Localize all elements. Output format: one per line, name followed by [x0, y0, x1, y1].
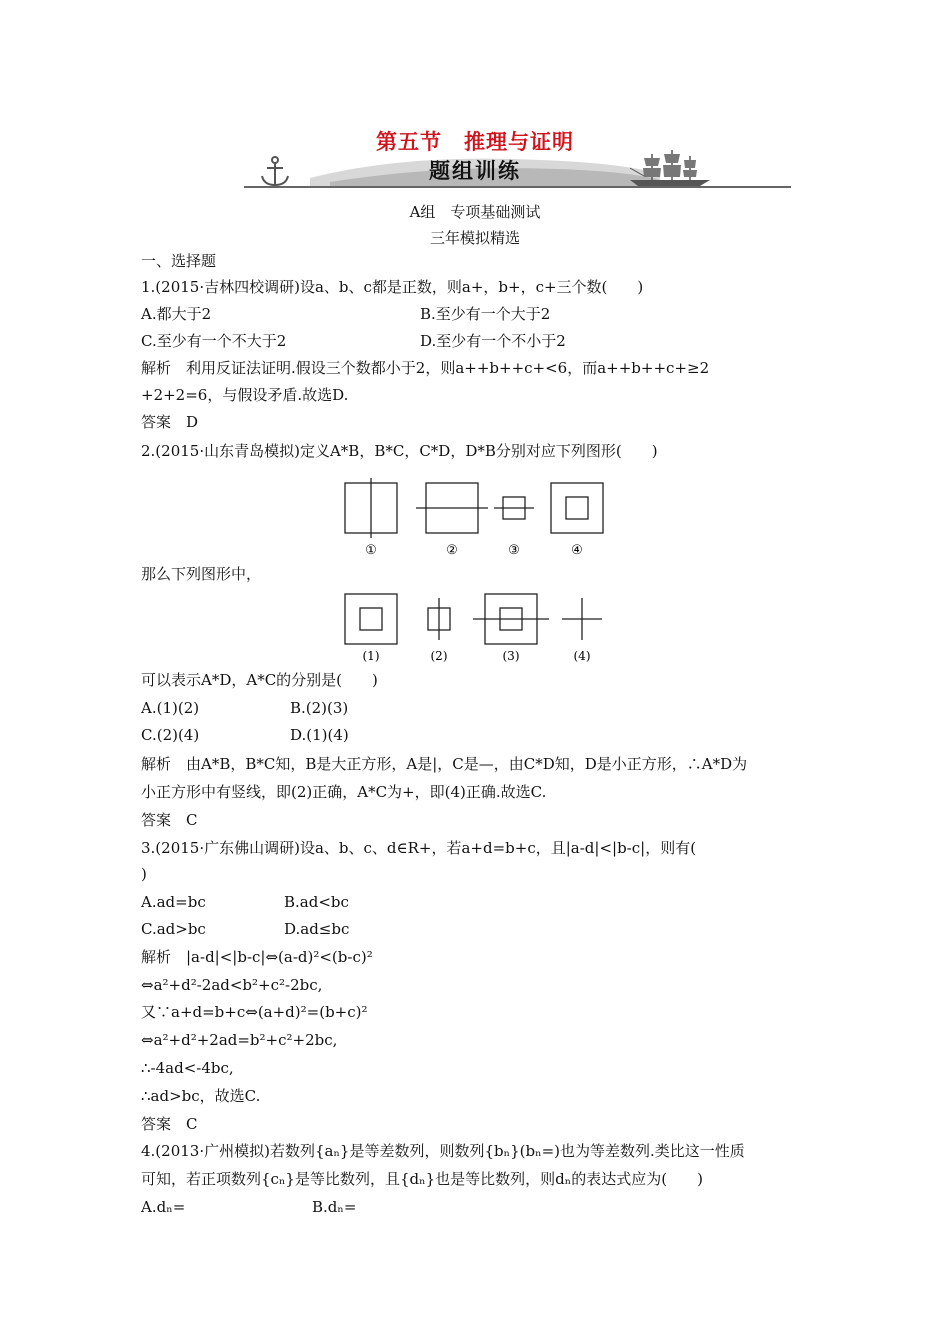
- q1-option-c: C.至少有一个不大于2: [141, 332, 287, 350]
- q2-option-d: D.(1)(4): [290, 726, 349, 744]
- q3-step-5: ∴-4ad<-4bc,: [141, 1059, 234, 1077]
- figure-3: [494, 497, 534, 519]
- q2-lead: 那么下列图形中，: [141, 565, 262, 583]
- fig2-label-4: (4): [573, 649, 591, 663]
- fig2-label-2: (2): [430, 649, 448, 663]
- q1-option-b: B.至少有一个大于2: [420, 305, 551, 323]
- q4-option-a: A.dₙ=: [141, 1198, 186, 1216]
- q3-option-b: B.ad<bc: [284, 893, 349, 911]
- section-title: 第五节 推理与证明: [376, 130, 574, 154]
- q2-question: 可以表示A*D，A*C的分别是( ): [141, 671, 378, 689]
- q3-option-d: D.ad≤bc: [284, 920, 350, 938]
- section-heading: 一、选择题: [141, 252, 217, 270]
- q1-analysis: 解析 利用反证法证明.假设三个数都小于2，则a++b++c+<6，而a++b++c+≥2: [141, 359, 710, 377]
- q2-definition-figures: [330, 478, 620, 560]
- figure-choice-4: [562, 598, 602, 640]
- figure-4: [551, 483, 603, 533]
- fig2-label-3: (3): [502, 649, 520, 663]
- q3-option-a: A.ad=bc: [141, 893, 206, 911]
- figure-1: [345, 478, 397, 538]
- q2-option-b: B.(2)(3): [290, 699, 349, 717]
- q1-option-a: A.都大于2: [141, 305, 212, 323]
- q2-answer: 答案 C: [141, 811, 198, 829]
- q3-option-c: C.ad>bc: [141, 920, 206, 938]
- q2-option-c: C.(2)(4): [141, 726, 200, 744]
- q3-step-2: ⇔a²+d²-2ad<b²+c²-2bc,: [141, 976, 323, 994]
- group-subheading: 三年模拟精选: [429, 229, 520, 247]
- q3-step-3: 又∵a+d=b+c⇔(a+d)²=(b+c)²: [141, 1003, 368, 1021]
- q3-stem: 3.(2015·广东佛山调研)设a、b、c、d∈R+，若a+d=b+c，且|a-d|<|b-c|，则有(: [141, 839, 697, 857]
- fig1-label-3: ③: [508, 543, 520, 558]
- section-subtitle: 题组训练: [429, 159, 521, 183]
- q3-step-6: ∴ad>bc，故选C.: [141, 1087, 261, 1105]
- q3-answer: 答案 C: [141, 1115, 198, 1133]
- q4-stem: 4.(2013·广州模拟)若数列{aₙ}是等差数列，则数列{bₙ}(bₙ=)也为等差数列.类比这一性质: [141, 1142, 745, 1160]
- figure-2: [416, 483, 488, 533]
- fig1-label-2: ②: [446, 543, 458, 558]
- q2-choice-figures: [330, 590, 620, 666]
- q2-stem: 2.(2015·山东青岛模拟)定义A*B，B*C，C*D，D*B分别对应下列图形( ): [141, 442, 658, 460]
- q4-stem-cont: 可知，若正项数列{cₙ}是等比数列，且{dₙ}也是等比数列，则dₙ的表达式应为( ): [141, 1170, 703, 1188]
- figure-choice-3: [473, 594, 549, 644]
- q2-option-a: A.(1)(2): [141, 699, 200, 717]
- figure-choice-1: [345, 594, 397, 644]
- group-heading: A组 专项基础测试: [409, 203, 541, 221]
- fig2-label-1: (1): [362, 649, 380, 663]
- q1-answer: 答案 D: [141, 413, 199, 431]
- q3-stem-cont: ): [141, 865, 147, 883]
- fig1-label-4: ④: [571, 543, 583, 558]
- figure-choice-2: [428, 598, 450, 640]
- q4-option-b: B.dₙ=: [312, 1198, 357, 1216]
- q1-analysis-cont: +2+2=6，与假设矛盾.故选D.: [141, 386, 349, 404]
- q3-step-1: 解析 |a-d|<|b-c|⇔(a-d)²<(b-c)²: [141, 948, 373, 966]
- q2-analysis-cont: 小正方形中有竖线，即(2)正确，A*C为+，即(4)正确.故选C.: [141, 783, 547, 801]
- q1-option-d: D.至少有一个不小于2: [420, 332, 566, 350]
- fig1-label-1: ①: [365, 543, 377, 558]
- q3-step-4: ⇔a²+d²+2ad=b²+c²+2bc,: [141, 1031, 338, 1049]
- q2-analysis: 解析 由A*B，B*C知，B是大正方形，A是|，C是—，由C*D知，D是小正方形，∴A*D为: [141, 755, 748, 773]
- q1-stem: 1.(2015·吉林四校调研)设a、b、c都是正数，则a+，b+，c+三个数( ): [141, 278, 644, 296]
